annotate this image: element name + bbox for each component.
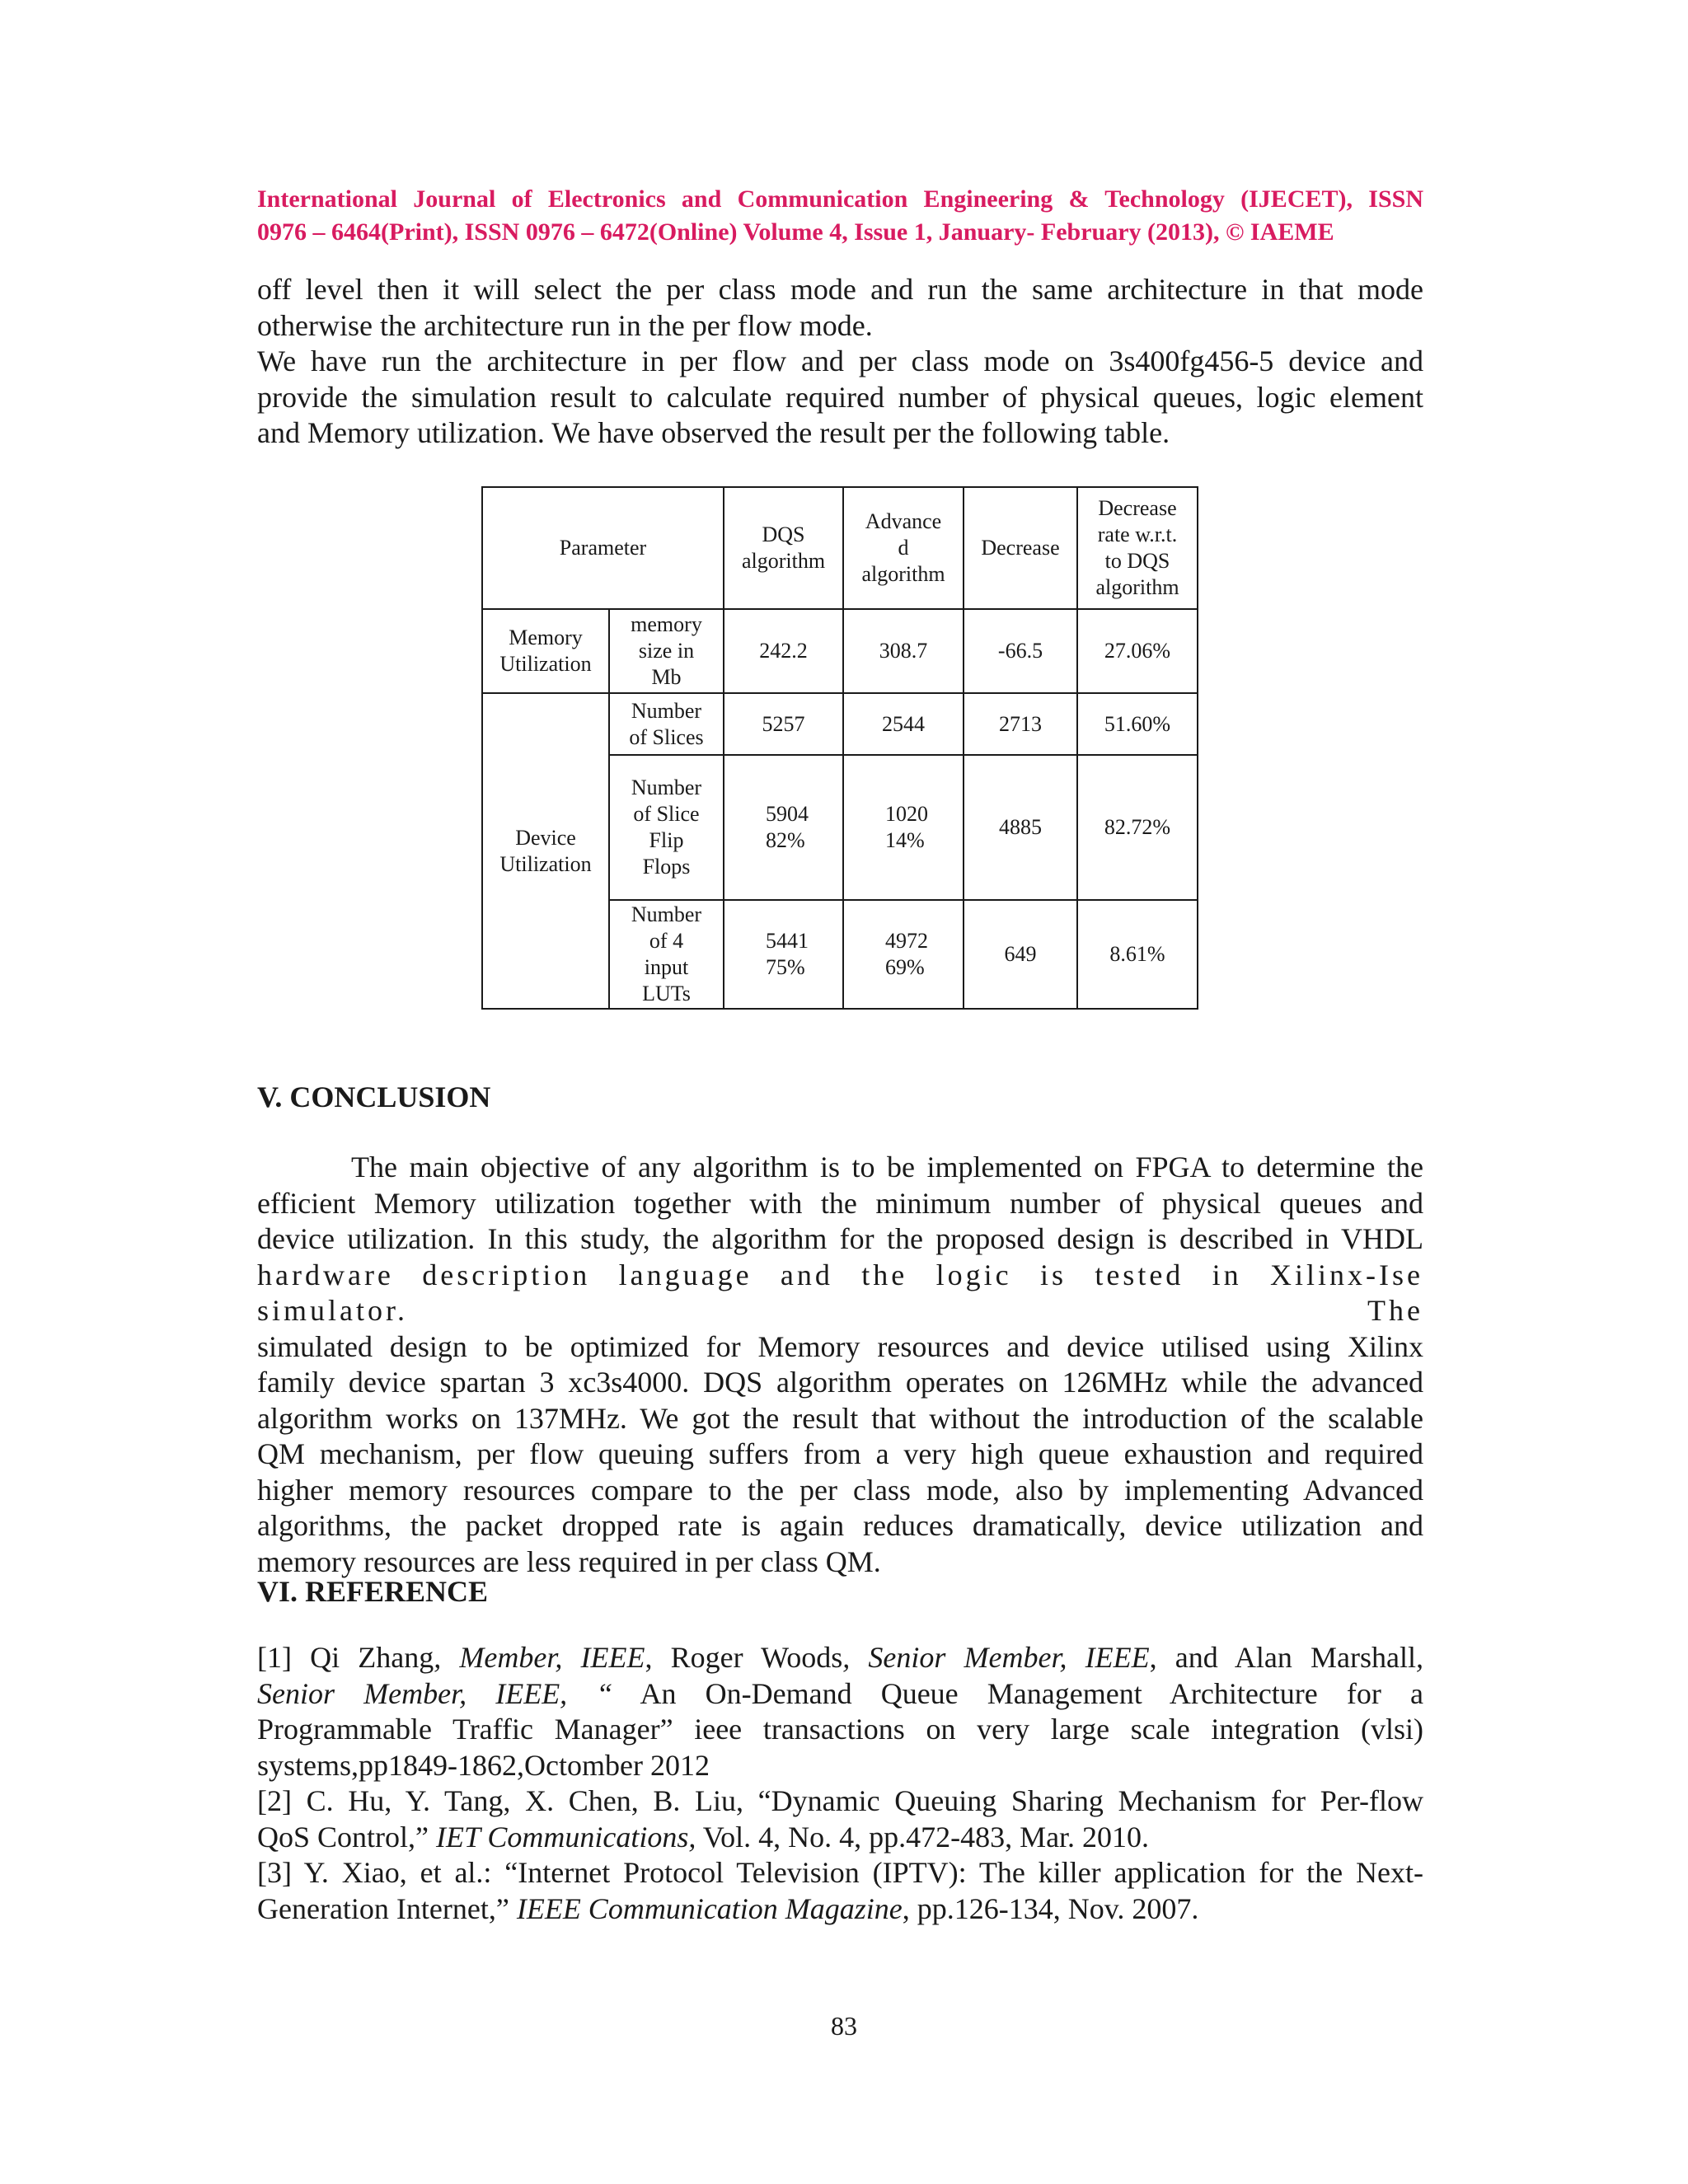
text-line: and Memory utilization. We have observed the result per the following table.	[257, 416, 1170, 449]
results-table	[481, 486, 1198, 1010]
rate-cell: 27.06%	[1077, 609, 1198, 693]
page-number: 83	[831, 2011, 857, 2041]
advanced-cell: 1020 14%	[843, 755, 964, 900]
text-line: efficient Memory utilization together with the minimum number of physical queues and	[257, 1186, 1423, 1220]
text-line: systems,pp1849-1862,Octomber 2012	[257, 1748, 710, 1782]
text-line: otherwise the architecture run in the per flow mode.	[257, 308, 873, 342]
text-line: hardware description language and the logic is tested in Xilinx-Ise simulator. The	[257, 1258, 1423, 1327]
text-line: provide the simulation result to calculate required number of physical queues, logic element	[257, 380, 1423, 414]
param-cell: Number of Slices	[609, 693, 724, 755]
group-memory-utilization: Memory Utilization	[482, 609, 609, 693]
header-dqs: DQS algorithm	[724, 487, 843, 609]
table-row	[482, 693, 1198, 755]
decrease-cell: -66.5	[964, 609, 1077, 693]
table-header-row	[482, 487, 1198, 609]
text-line: Programmable Traffic Manager” ieee transactions on very large scale integration (vlsi)	[257, 1713, 1423, 1746]
advanced-cell: 308.7	[843, 609, 964, 693]
dqs-cell: 242.2	[724, 609, 843, 693]
decrease-cell: 649	[964, 900, 1077, 1009]
dqs-cell: 5904 82%	[724, 755, 843, 900]
decrease-cell: 4885	[964, 755, 1077, 900]
rate-cell: 8.61%	[1077, 900, 1198, 1009]
decrease-cell: 2713	[964, 693, 1077, 755]
journal-header-line-2: 0976 – 6464(Print), ISSN 0976 – 6472(Online) Volume 4, Issue 1, January- February (2013), © IAEME	[257, 218, 1334, 246]
header-decrease-rate: Decrease rate w.r.t. to DQS algorithm	[1077, 487, 1198, 609]
text-line: We have run the architecture in per flow and per class mode on 3s400fg456-5 device and	[257, 344, 1423, 377]
reference-list	[257, 1640, 1423, 1927]
advanced-cell: 2544	[843, 693, 964, 755]
table-row	[482, 609, 1198, 693]
param-cell: Number of 4 input LUTs	[609, 900, 724, 1009]
text-line: simulated design to be optimized for Memory resources and device utilised using Xilinx	[257, 1329, 1423, 1363]
text-line: device utilization. In this study, the algorithm for the proposed design is described in VHDL	[257, 1222, 1423, 1255]
text-line: QM mechanism, per flow queuing suffers from a very high queue exhaustion and required	[257, 1437, 1423, 1470]
advanced-cell: 4972 69%	[843, 900, 964, 1009]
rate-cell: 51.60%	[1077, 693, 1198, 755]
reference-item-1: [1] Qi Zhang, Member, IEEE, Roger Woods, Senior Member, IEEE, and Alan Marshall,	[257, 1641, 1424, 1674]
text-line: family device spartan 3 xc3s4000. DQS algorithm operates on 126MHz while the advanced	[257, 1366, 1423, 1399]
header-advanced: Advance d algorithm	[843, 487, 964, 609]
text-line: QoS Control,” IET Communications, Vol. 4, No. 4, pp.472-483, Mar. 2010.	[257, 1820, 1150, 1854]
text-line: memory resources are less required in per class QM.	[257, 1544, 881, 1578]
reference-item-2: [2] C. Hu, Y. Tang, X. Chen, B. Liu, “Dynamic Queuing Sharing Mechanism for Per-flow	[257, 1784, 1423, 1817]
reference-item-3: [3] Y. Xiao, et al.: “Internet Protocol Television (IPTV): The killer application for the Next-	[257, 1856, 1423, 1889]
dqs-cell: 5257	[724, 693, 843, 755]
reference-heading: VI. REFERENCE	[257, 1575, 489, 1608]
text-line: Senior Member, IEEE, “ An On-Demand Queue Management Architecture for a	[257, 1676, 1423, 1710]
journal-header	[257, 183, 1423, 249]
text-line: algorithm works on 137MHz. We got the result that without the introduction of the scalable	[257, 1401, 1423, 1435]
text-line: off level then it will select the per class mode and run the same architecture in that mode	[257, 273, 1423, 306]
conclusion-paragraph	[257, 1150, 1423, 1580]
text-line: algorithms, the packet dropped rate is again reduces dramatically, device utilization and	[257, 1509, 1423, 1542]
text-line: Generation Internet,” IEEE Communication Magazine, pp.126-134, Nov. 2007.	[257, 1891, 1199, 1925]
header-parameter: Parameter	[482, 487, 724, 609]
header-decrease: Decrease	[964, 487, 1077, 609]
group-device-utilization: Device Utilization	[482, 693, 609, 1009]
journal-header-line-1: International Journal of Electronics and Communication Engineering & Technology (IJECET), ISSN	[257, 185, 1423, 213]
text-line: higher memory resources compare to the per class mode, also by implementing Advanced	[257, 1473, 1423, 1507]
param-cell: memory size in Mb	[609, 609, 724, 693]
text-line: The main objective of any algorithm is to be implemented on FPGA to determine the	[351, 1151, 1423, 1183]
intro-paragraph	[257, 272, 1423, 452]
param-cell: Number of Slice Flip Flops	[609, 755, 724, 900]
dqs-cell: 5441 75%	[724, 900, 843, 1009]
conclusion-heading: V. CONCLUSION	[257, 1080, 491, 1113]
rate-cell: 82.72%	[1077, 755, 1198, 900]
